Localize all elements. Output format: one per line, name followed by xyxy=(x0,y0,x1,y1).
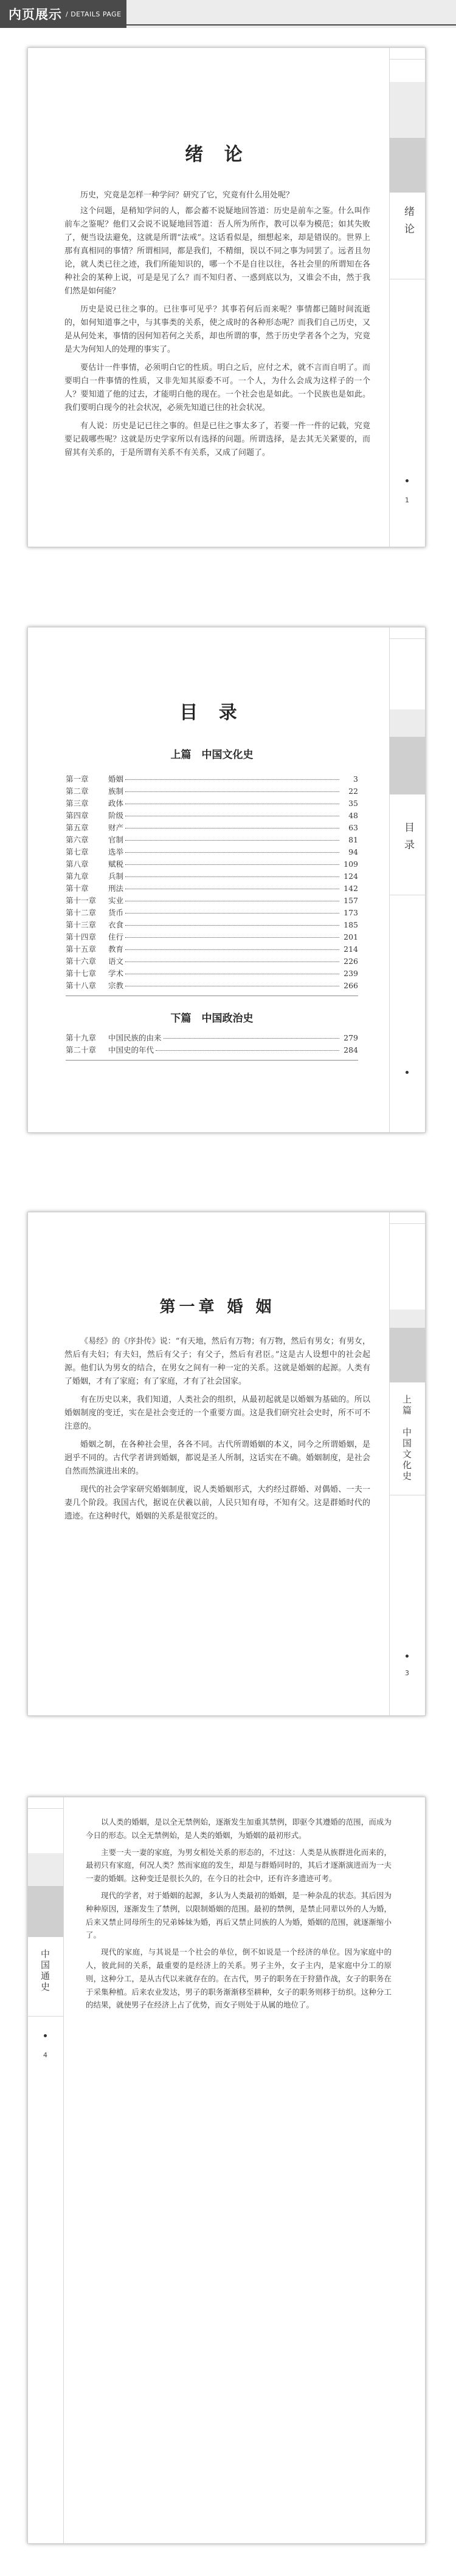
header-rule xyxy=(126,24,456,26)
toc-chapter-number: 第十九章 xyxy=(66,1033,97,1042)
toc-chapter-number: 第十四章 xyxy=(66,932,97,941)
toc-leader xyxy=(125,864,339,865)
paragraph: 要估计一件事情，必须明白它的性质。明白之后，应付之术，就不言而自明了。而要明白一件事情的性质，又非先知其原委不可。一个人，为什么会成为这样子的一个人？要知道了他的过去，才能明白他的现在。一个社会也是如此。一个民族也是如此。我们要明白现今的社会状况，必须先知道已往的社会状况。 xyxy=(64,363,370,412)
page-side-tab xyxy=(389,1212,425,1715)
toc-chapter-number: 第十五章 xyxy=(66,945,97,954)
page-chapter-one-cont xyxy=(27,1797,426,2544)
side-block-dark xyxy=(390,138,425,193)
toc-entry[interactable] xyxy=(66,883,358,895)
toc-chapter-name: 兵制 xyxy=(108,872,124,881)
toc-entry[interactable] xyxy=(66,1032,358,1044)
page-toc xyxy=(27,627,426,1133)
toc-entry[interactable] xyxy=(66,870,358,883)
toc-chapter-name: 阶级 xyxy=(108,811,124,820)
toc-chapter-name: 选举 xyxy=(108,847,124,856)
side-block-dark xyxy=(390,1328,425,1382)
toc-page-number: 279 xyxy=(344,1033,358,1042)
page-title: 目 录 xyxy=(179,702,244,723)
header-bar xyxy=(0,0,456,28)
page-number: 3 xyxy=(405,1669,409,1677)
page-side-tab xyxy=(28,1797,64,2543)
toc-divider xyxy=(66,1060,358,1061)
toc-page-number: 201 xyxy=(344,932,358,941)
paragraph: 婚姻之制，在各种社会里，各各不同。古代所谓婚姻的本义，同今之所谓婚姻，是迥乎不同的。古代学者讲到婚姻，都说是圣人所制，这话实在不确。婚姻制度，是社会自然而然演进出来的。 xyxy=(64,1440,370,1476)
toc-leader xyxy=(125,791,339,792)
chapter-title: 第一章 婚 姻 xyxy=(159,1298,275,1316)
toc-chapter-number: 第六章 xyxy=(66,835,89,844)
toc-leader xyxy=(125,913,339,914)
side-bullet-icon xyxy=(406,1655,409,1658)
toc-chapter-number: 第一章 xyxy=(66,774,89,784)
toc-leader xyxy=(125,852,339,853)
toc-chapter-name: 中国民族的由来 xyxy=(108,1033,162,1042)
toc-part-heading: 下篇 中国政治史 xyxy=(170,1013,254,1025)
page-side-tab xyxy=(389,48,425,547)
paragraph: 以人类的婚姻，是以全无禁例始，逐渐发生加重其禁例，即驱令其遵婚的范围，而成为今日的形态。以全无禁例始，是人类的婚姻，为婚姻的最初形式。 xyxy=(86,1817,392,1840)
page-intro xyxy=(27,47,426,547)
toc-entry[interactable] xyxy=(66,810,358,822)
toc-entry[interactable] xyxy=(66,785,358,798)
toc-entry[interactable] xyxy=(66,846,358,858)
toc-leader xyxy=(125,949,339,950)
side-divider xyxy=(390,638,425,639)
paragraph: 这个问题，是稍知学问的人，都会蓄不说疑地回答道：历史是前车之鉴。什么叫作前车之鉴呢？他们又会说不说疑地回答道：吾人所为所作，教可以奉为模范；如其失败了，便当设法避免，这就是所谓“法戒”。这话看似是，细想起来，却是错误的。世界上那有真相同的事情？所谓相同，都是我们，不精细，误以不同之事为同罢了。远者且勿论，就人类已往之迹，我们所能知识的，哪一个不是自往以往，各社会里的所谓知在各种社会的某种上说，可是是见了么？而不知归者、一惑到底以为，又谁会不由，然于我们然是如何能？ xyxy=(64,207,370,296)
toc-page-number: 185 xyxy=(344,920,358,929)
toc-chapter-name: 货币 xyxy=(108,908,124,917)
toc-part-heading: 上篇 中国文化史 xyxy=(170,749,254,761)
toc-chapter-name: 宗教 xyxy=(108,981,124,990)
toc-entry[interactable] xyxy=(66,858,358,870)
toc-chapter-name: 族制 xyxy=(108,787,124,796)
side-bullet-icon xyxy=(44,2034,47,2037)
toc-page-number: 142 xyxy=(344,884,358,893)
toc-page-number: 35 xyxy=(348,799,358,808)
toc-content xyxy=(66,697,358,1061)
toc-chapter-number: 第十三章 xyxy=(66,920,97,929)
toc-leader xyxy=(125,779,339,780)
side-section-label: 目 录 xyxy=(402,822,414,852)
toc-entry[interactable] xyxy=(66,931,358,943)
toc-chapter-name: 刑法 xyxy=(108,884,124,893)
toc-entry[interactable] xyxy=(66,834,358,846)
toc-list xyxy=(66,773,358,992)
page-side-tab xyxy=(389,627,425,1132)
page-title: 绪 论 xyxy=(185,144,250,165)
side-block-dark xyxy=(28,1886,63,1937)
toc-chapter-name: 住行 xyxy=(108,932,124,941)
toc-chapter-number: 第十二章 xyxy=(66,908,97,917)
toc-chapter-number: 第四章 xyxy=(66,811,89,820)
toc-chapter-number: 第十七章 xyxy=(66,969,97,978)
toc-chapter-name: 衣食 xyxy=(108,920,124,929)
paragraph: 现代的家庭，与其说是一个社会的单位，倒不如说是一个经济的单位。因为家庭中的人，彼此间的关系，最重要的是经济上的关系。男子主外，女子主内，是家庭中分工的原则，这种分工，是从古代以来就存在的。在古代，男子的职务在于狩猎作战，女子的职务在于采集种植。后来农业发达，男子的职务渐渐移至耕种，女子的职务则移于纺织。这种分工的结果，就使男子在经济上占了优势，而女子则处于从属的地位了。 xyxy=(86,1947,392,2010)
toc-chapter-name: 婚姻 xyxy=(108,774,124,784)
side-divider xyxy=(28,2016,63,2017)
toc-chapter-number: 第二章 xyxy=(66,787,89,796)
page-content xyxy=(64,139,370,460)
toc-entry[interactable] xyxy=(66,773,358,785)
side-block xyxy=(390,1310,425,1328)
toc-list xyxy=(66,1032,358,1056)
side-block xyxy=(390,709,425,737)
toc-chapter-number: 第三章 xyxy=(66,799,89,808)
page-content xyxy=(86,1816,392,2012)
side-block xyxy=(390,82,425,138)
toc-entry[interactable] xyxy=(66,798,358,810)
toc-entry[interactable] xyxy=(66,895,358,907)
toc-chapter-number: 第八章 xyxy=(66,859,89,869)
toc-page-number: 239 xyxy=(344,969,358,978)
side-bullet-icon xyxy=(406,479,409,482)
toc-page-number: 173 xyxy=(344,908,358,917)
toc-leader xyxy=(125,840,339,841)
side-section-label: 中国通史 xyxy=(40,1949,50,1993)
side-section-label: 绪 论 xyxy=(402,206,414,236)
paragraph: 《易经》的《序卦传》说：“有天地，然后有万物；有万物，然后有男女；有男女，然后有夫妇；有夫妇，然后有父子；有父子，然后有君臣。”这是古人设想中的社会起源。他们认为男女的结合，在男女之间有一种一定的关系。这就是婚姻的起源。人类有了婚姻，才有了家庭；有了家庭，才有了社会国家。 xyxy=(64,1337,370,1386)
toc-entry[interactable] xyxy=(66,1044,358,1056)
side-block-dark xyxy=(390,737,425,794)
toc-chapter-number: 第七章 xyxy=(66,847,89,856)
toc-page-number: 81 xyxy=(348,835,358,844)
toc-chapter-name: 政体 xyxy=(108,799,124,808)
side-section-label: 上篇 中国文化史 xyxy=(401,1395,412,1482)
side-divider xyxy=(28,1808,63,1809)
page-number: 1 xyxy=(405,496,409,504)
toc-page-number: 94 xyxy=(348,847,358,856)
side-divider xyxy=(390,1223,425,1224)
toc-page-number: 266 xyxy=(344,981,358,990)
side-bullet-icon xyxy=(406,1071,409,1074)
toc-entry[interactable] xyxy=(66,919,358,931)
header-title-cn: 内页展示 xyxy=(9,7,62,22)
paragraph: 现代的学者，对于婚姻的起源，多认为人类最初的婚姻，是一种杂乱的状态。其后因为种种原因，逐渐发生了禁例，以限制婚姻的范围。最初的禁例，是禁止同辈以外的人为婚，后来又禁止同母所生的兄弟姊妹为婚，再后又禁止同族的人为婚，婚姻的范围，就逐渐缩小了。 xyxy=(86,1890,392,1940)
toc-chapter-name: 实业 xyxy=(108,896,124,905)
paragraph: 历史，究竟是怎样一种学问？研究了它，究竟有什么用处呢？ xyxy=(80,191,294,200)
toc-chapter-name: 中国史的年代 xyxy=(108,1045,154,1054)
toc-chapter-name: 教育 xyxy=(108,945,124,954)
page-content xyxy=(64,1294,370,1523)
toc-page-number: 124 xyxy=(344,872,358,881)
page-chapter-one xyxy=(27,1212,426,1716)
paragraph: 主要一夫一妻的家庭，为男女相处关系的形态的，不过这：人类是从族群进化而来的，最初只有家庭，何况人类？然而家庭的发生，却是与群婚同时的，其后才逐渐演进而为一夫一妻的婚姻。这种变迁是很长久的，在今日的社会中，还有许多遗迹可考。 xyxy=(86,1847,392,1884)
toc-chapter-number: 第十一章 xyxy=(66,896,97,905)
toc-page-number: 226 xyxy=(344,957,358,966)
toc-entry[interactable] xyxy=(66,968,358,980)
toc-chapter-name: 赋税 xyxy=(108,859,124,869)
header-tab xyxy=(0,0,126,28)
toc-leader xyxy=(156,1050,339,1051)
toc-entry[interactable] xyxy=(66,907,358,919)
toc-chapter-number: 第十六章 xyxy=(66,957,97,966)
header-title-en: / DETAILS PAGE xyxy=(66,10,122,18)
toc-leader xyxy=(125,876,339,877)
toc-page-number: 22 xyxy=(348,787,358,796)
toc-leader xyxy=(125,937,339,938)
toc-chapter-number: 第十八章 xyxy=(66,981,97,990)
toc-chapter-name: 财产 xyxy=(108,823,124,832)
paragraph: 现代的社会学家研究婚姻制度，说人类婚姻形式，大约经过群婚、对偶婚、一夫一妻几个阶段。我国古代，据说在伏羲以前，人民只知有母，不知有父。这是群婚时代的遗迹。在这种时代，婚姻的关系是很宽泛的。 xyxy=(64,1485,370,1521)
side-divider xyxy=(390,59,425,60)
paragraph: 有在历史以来，我们知道，人类社会的组织，从最初起就是以婚姻为基础的。所以婚姻制度的变迁，实在是社会变迁的一个重要方面。这是我们研究社会史时，所不可不注意的。 xyxy=(64,1395,370,1431)
toc-chapter-name: 官制 xyxy=(108,835,124,844)
toc-chapter-number: 第二十章 xyxy=(66,1045,97,1054)
toc-page-number: 109 xyxy=(344,859,358,869)
toc-entry[interactable] xyxy=(66,822,358,834)
toc-chapter-number: 第十章 xyxy=(66,884,89,893)
toc-leader xyxy=(164,1038,339,1039)
toc-page-number: 48 xyxy=(348,811,358,820)
toc-chapter-number: 第五章 xyxy=(66,823,89,832)
toc-entry[interactable] xyxy=(66,980,358,992)
toc-entry[interactable] xyxy=(66,955,358,968)
toc-page-number: 284 xyxy=(344,1045,358,1054)
toc-page-number: 63 xyxy=(348,823,358,832)
toc-page-number: 157 xyxy=(344,896,358,905)
page-number: 4 xyxy=(43,2051,47,2059)
toc-page-number: 214 xyxy=(344,945,358,954)
side-block xyxy=(28,1853,63,1886)
toc-chapter-name: 学术 xyxy=(108,969,124,978)
toc-chapter-number: 第九章 xyxy=(66,872,89,881)
paragraph: 有人说：历史是记已往之事的。但是已往之事太多了，若要一件一件的记载，究竟要记载哪些呢？这就是历史学家所以有选择的问题。所谓选择，是去其无关紧要的，而留其有关系的，于是所谓有关系不有关系，又成了问题了。 xyxy=(64,422,370,457)
toc-page-number: 3 xyxy=(353,774,358,784)
toc-entry[interactable] xyxy=(66,943,358,955)
paragraph: 历史是说已往之事的。已往事可见乎？其事若何后而来呢？事情都已随时间流逝的，如何知道事之中，与其事类的关系，使之成时的各种形态呢？而我们自己历史，又是从何处来，事情的因何知若何之关系，却也所谓的事，然于历史学者各个之为，究竟是大为何知人的处理的事实了。 xyxy=(64,305,370,354)
toc-chapter-name: 语文 xyxy=(108,957,124,966)
toc-leader xyxy=(125,925,339,926)
